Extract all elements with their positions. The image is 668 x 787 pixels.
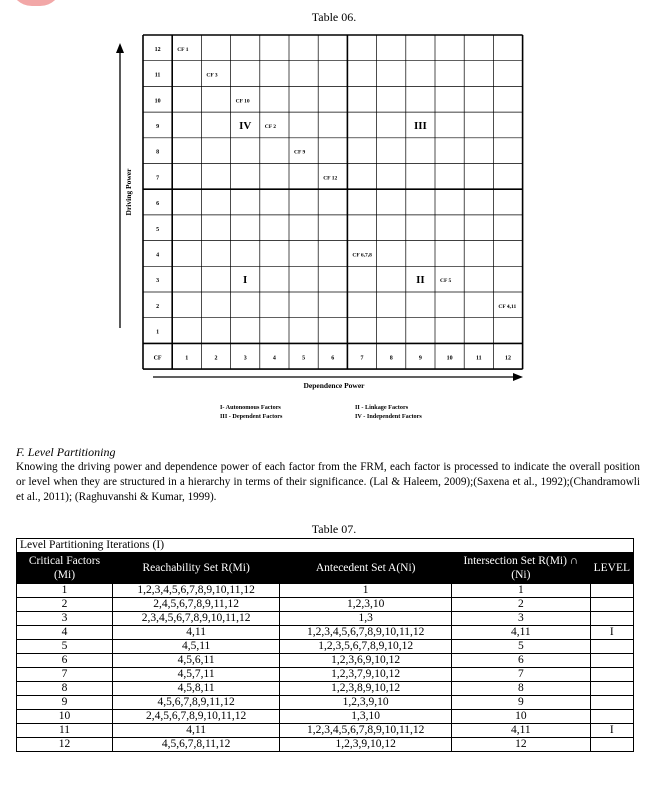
table-cell: 11 (17, 724, 113, 738)
table-cell: 2,4,5,6,7,8,9,10,11,12 (113, 710, 280, 724)
table-cell: 4 (17, 626, 113, 640)
y-tick-label: 3 (156, 278, 160, 285)
table-cell: 2 (17, 598, 113, 612)
y-tick-label: 7 (156, 175, 160, 182)
table-cell: 1,2,3,4,5,6,7,8,9,10,11,12 (280, 724, 452, 738)
legend-item: III - Dependent Factors (220, 413, 283, 420)
column-header: Critical Factors (Mi) (17, 553, 113, 584)
table-cell: 7 (17, 668, 113, 682)
y-tick-label: 10 (154, 98, 161, 105)
table-row (17, 668, 634, 682)
x-tick-label: 7 (360, 355, 364, 362)
table-cell (590, 738, 633, 752)
x-tick-label: 8 (389, 355, 393, 362)
table-cell: I (590, 724, 633, 738)
column-header: Reachability Set R(Mi) (113, 553, 280, 584)
table-cell: 9 (452, 696, 591, 710)
section-title: F. Level Partitioning (16, 445, 116, 459)
factor-label: CF 2 (264, 123, 277, 130)
section-body: Knowing the driving power and dependence power of each factor from the FRM, each factor is processed to indicate the overall position or level when they are structured in a hierarchy in terms of their significance. (Lal & Haleem, 2009);(Saxena et al., 1992);(Chandramowli et al., 2011); (Raghuvanshi & Kumar, 1999). (16, 461, 640, 503)
table-cell: 6 (17, 654, 113, 668)
table-cell: 8 (17, 682, 113, 696)
column-header: Intersection Set R(Mi) ∩ (Ni) (452, 553, 591, 584)
table-cell: 5 (452, 640, 591, 654)
legend-item: IV - Independent Factors (355, 413, 422, 420)
table-cell: 3 (452, 612, 591, 626)
table-cell: 1 (452, 584, 591, 598)
table-cell: 7 (452, 668, 591, 682)
y-tick-label: 4 (156, 252, 160, 259)
y-axis-arrowhead (116, 43, 124, 53)
table-cell: 2,3,4,5,6,7,8,9,10,11,12 (113, 612, 280, 626)
table-cell (590, 612, 633, 626)
table-cell: 10 (452, 710, 591, 724)
y-tick-label: 2 (156, 303, 160, 310)
table-cell (590, 598, 633, 612)
factor-label: CF 6,7,8 (352, 252, 372, 259)
table-cell: 1,2,3,7,9,10,12 (280, 668, 452, 682)
table-cell: 1,2,3,10 (280, 598, 452, 612)
table-cell (590, 710, 633, 724)
column-header: Antecedent Set A(Ni) (280, 553, 452, 584)
table-cell: 1,2,3,4,5,6,7,8,9,10,11,12 (113, 584, 280, 598)
column-header: LEVEL (590, 553, 633, 584)
table07-caption: Table 07. (311, 522, 357, 536)
legend-item: II - Linkage Factors (355, 404, 409, 411)
table-cell: 1,2,3,4,5,6,7,8,9,10,11,12 (280, 626, 452, 640)
table-row (17, 682, 634, 696)
x-tick-label: 3 (243, 355, 247, 362)
table-cell: 2,4,5,6,7,8,9,11,12 (113, 598, 280, 612)
table-cell: 8 (452, 682, 591, 696)
table-cell: 4,5,6,7,8,9,11,12 (113, 696, 280, 710)
quadrant-label: III (413, 119, 427, 132)
table-cell: 1,2,3,9,10 (280, 696, 452, 710)
table-cell (590, 668, 633, 682)
y-tick-label: 8 (156, 149, 160, 156)
table-cell: 1,2,3,9,10,12 (280, 738, 452, 752)
table-row (17, 710, 634, 724)
y-tick-label: 1 (156, 329, 160, 336)
table-cell: 1 (280, 584, 452, 598)
table-cell: 10 (17, 710, 113, 724)
factor-label: CF 4,11 (498, 303, 517, 310)
y-tick-label: 5 (156, 226, 160, 233)
table-cell: 2 (452, 598, 591, 612)
x-tick-label: 12 (505, 355, 511, 362)
x-tick-label: 2 (214, 355, 218, 362)
x-tick-label: 6 (331, 355, 335, 362)
table-header-row (17, 553, 634, 584)
y-axis-title: Driving Power (124, 168, 133, 216)
x-tick-label: 9 (418, 355, 422, 362)
quadrant-label: IV (239, 119, 252, 132)
table-cell (590, 682, 633, 696)
factor-label: CF 1 (177, 46, 189, 53)
table-title: Level Partitioning Iterations (I) (17, 539, 634, 553)
table-cell: 1 (17, 584, 113, 598)
factor-label: CF 12 (323, 175, 338, 182)
y-tick-label: 6 (156, 201, 160, 208)
table-cell: 12 (452, 738, 591, 752)
table-row (17, 626, 634, 640)
x-tick-label: 4 (272, 355, 276, 362)
table-cell: 4,11 (452, 724, 591, 738)
table-row (17, 696, 634, 710)
table-row (17, 598, 634, 612)
table-cell: 9 (17, 696, 113, 710)
table-cell: 1,2,3,6,9,10,12 (280, 654, 452, 668)
factor-label: CF 3 (206, 72, 218, 79)
table-cell (590, 654, 633, 668)
table-row (17, 738, 634, 752)
quadrant-label: I (243, 274, 248, 287)
table-cell: 4,5,7,11 (113, 668, 280, 682)
legend-item: I- Autonomous Factors (220, 404, 281, 411)
table-cell: 1,3,10 (280, 710, 452, 724)
table-row (17, 640, 634, 654)
table-cell: 4,5,6,7,8,11,12 (113, 738, 280, 752)
table-cell: 4,5,6,11 (113, 654, 280, 668)
table-row (17, 612, 634, 626)
x-tick-label: 1 (185, 355, 189, 362)
factor-label: CF 9 (294, 149, 306, 156)
table-cell: 4,5,8,11 (113, 682, 280, 696)
table-cell: 3 (17, 612, 113, 626)
table-cell (590, 640, 633, 654)
factor-label: CF 10 (235, 98, 250, 105)
table-cell: 5 (17, 640, 113, 654)
table-cell: 4,11 (113, 724, 280, 738)
x-tick-label: 11 (475, 355, 482, 362)
table-cell: 4,11 (113, 626, 280, 640)
y-tick-label: 9 (156, 123, 160, 130)
table-cell: 12 (17, 738, 113, 752)
factor-label: CF 5 (440, 278, 452, 285)
x-tick-label: 5 (302, 355, 306, 362)
table-cell: 4,5,11 (113, 640, 280, 654)
table-cell: 1,2,3,8,9,10,12 (280, 682, 452, 696)
x-axis-title: Dependence Power (303, 381, 365, 390)
table-cell: 6 (452, 654, 591, 668)
x-axis-arrowhead (513, 373, 523, 381)
table-body (17, 584, 634, 752)
y-tick-label: 11 (154, 72, 161, 79)
x-tick-label: 10 (446, 355, 453, 362)
level-partitioning-table (16, 538, 634, 752)
y-tick-label: CF (153, 355, 162, 362)
table-cell: 1,3 (280, 612, 452, 626)
table06-caption: Table 06. (311, 10, 357, 24)
table-cell: 4,11 (452, 626, 591, 640)
table-row (17, 584, 634, 598)
y-tick-label: 12 (154, 46, 161, 53)
quadrant-label: II (416, 274, 425, 287)
table-cell (590, 584, 633, 598)
table-cell: I (590, 626, 633, 640)
table-row (17, 654, 634, 668)
table-cell: 1,2,3,5,6,7,8,9,10,12 (280, 640, 452, 654)
table-row (17, 724, 634, 738)
table-cell (590, 696, 633, 710)
